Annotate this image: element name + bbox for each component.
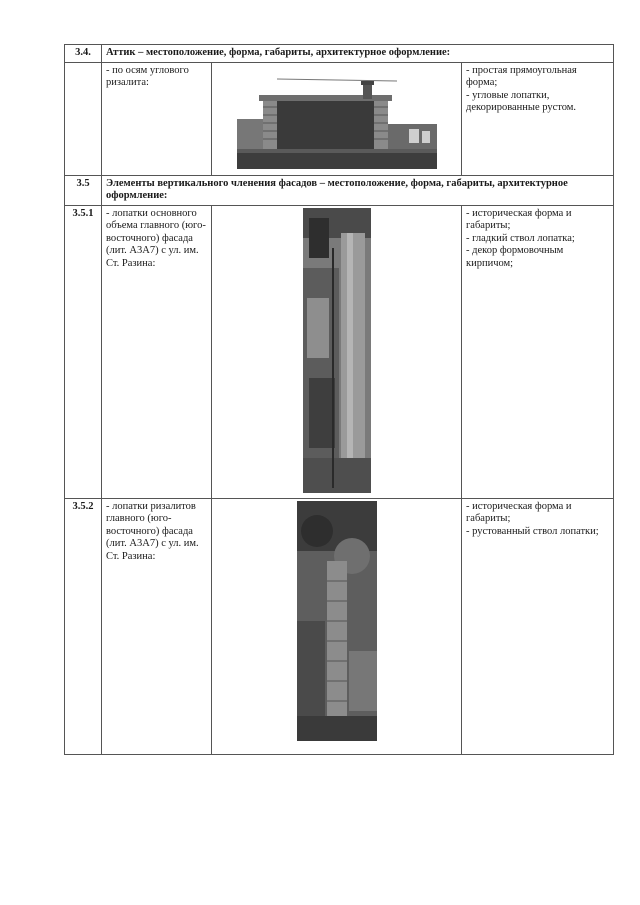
row-number: 3.5 xyxy=(65,175,102,205)
features-cell xyxy=(462,205,614,498)
feature-item: - рустованный ствол лопатки; xyxy=(466,525,599,537)
table-row xyxy=(65,45,614,63)
row-number: 3.4. xyxy=(65,45,102,63)
table-row xyxy=(65,205,614,498)
photo-cell xyxy=(212,205,462,498)
pilaster-photo-1 xyxy=(303,208,371,493)
attic-photo xyxy=(237,69,437,169)
location-cell: - по осям углового ризалита: xyxy=(102,62,212,175)
photo-cell xyxy=(212,62,462,175)
table-row xyxy=(65,175,614,205)
feature-item: - историческая форма и габариты; xyxy=(466,207,572,231)
location-cell: - лопатки основного объема главного (юго-восточного) фасада (лит. А3А7) с ул. им. Ст. Разина: xyxy=(102,205,212,498)
features-cell xyxy=(462,498,614,754)
feature-item: - декор формовочным кирпичом; xyxy=(466,245,564,269)
pilaster-photo-2 xyxy=(297,501,377,741)
row-number: 3.5.1 xyxy=(65,205,102,498)
empty-cell xyxy=(65,62,102,175)
features-cell xyxy=(462,62,614,175)
feature-item: - гладкий ствол лопатка; xyxy=(466,232,575,244)
section-heading: Аттик – местоположение, форма, габариты, архитектурное оформление: xyxy=(102,45,614,63)
photo-cell xyxy=(212,498,462,754)
feature-item: - историческая форма и габариты; xyxy=(466,500,572,524)
section-heading: Элементы вертикального членения фасадов – местоположение, форма, габариты, архитектурное оформление: xyxy=(102,175,614,205)
table-row xyxy=(65,62,614,175)
table-row xyxy=(65,498,614,754)
heritage-table xyxy=(64,44,614,755)
location-cell: - лопатки ризалитов главного (юго-восточного) фасада (лит. А3А7) с ул. им. Ст. Разина: xyxy=(102,498,212,754)
feature-item: - простая прямоугольная форма; xyxy=(466,64,577,88)
row-number: 3.5.2 xyxy=(65,498,102,754)
feature-item: - угловые лопатки, декорированные рустом. xyxy=(466,89,577,113)
